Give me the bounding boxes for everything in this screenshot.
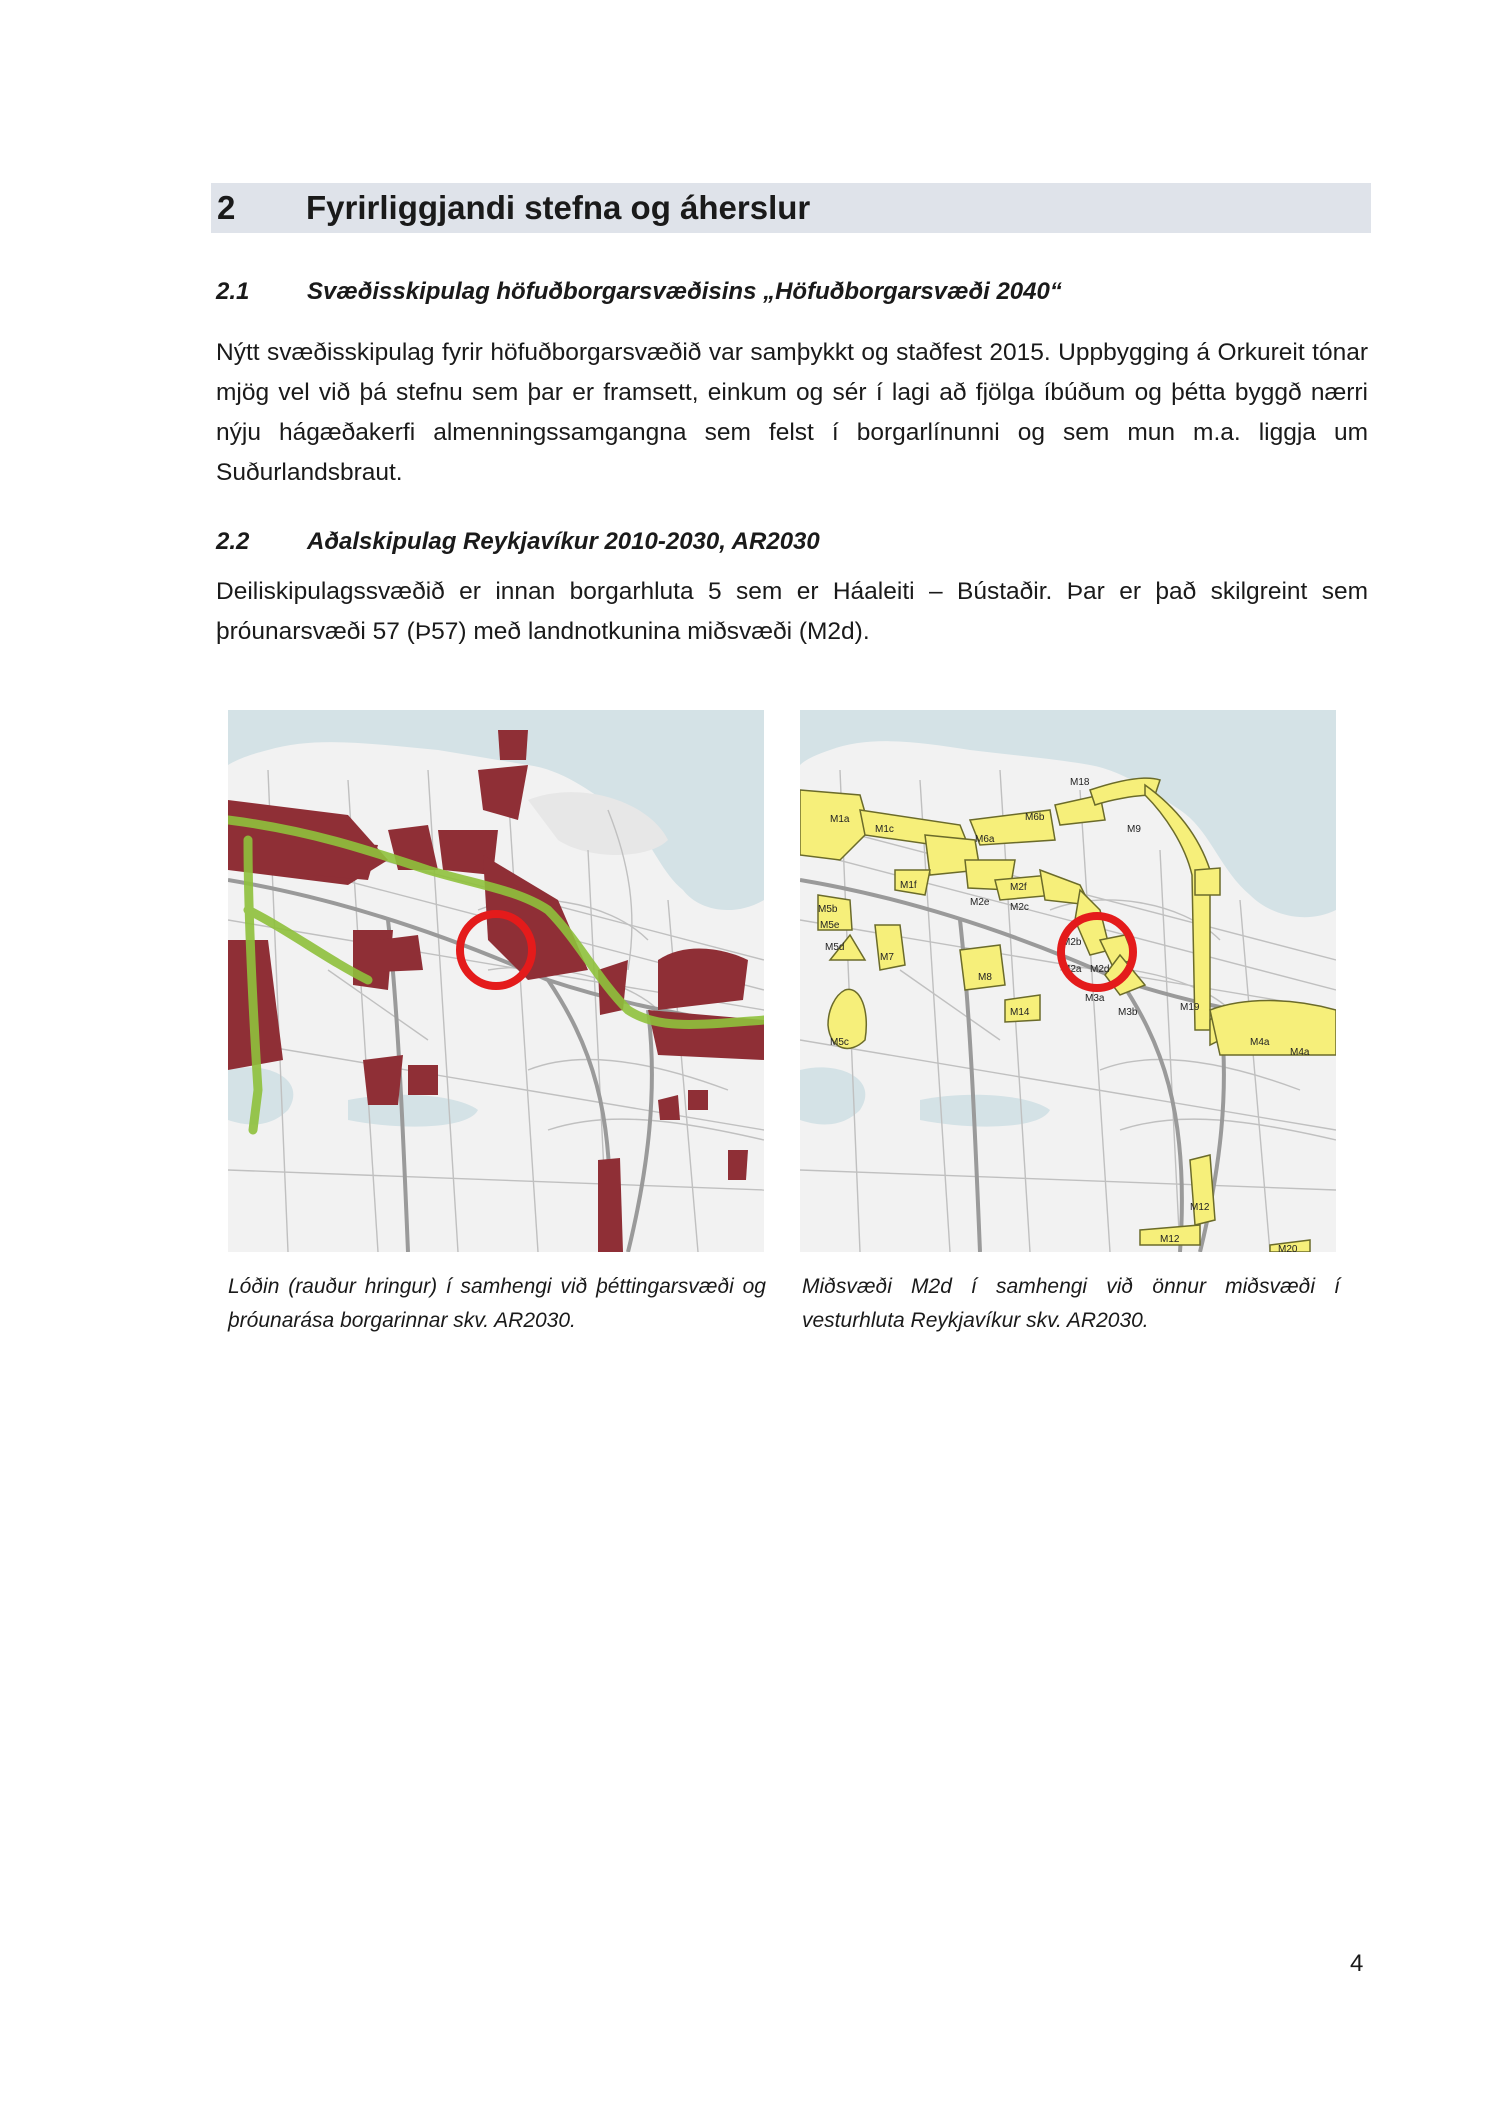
zone-label: M3a bbox=[1085, 993, 1105, 1004]
map-density-areas bbox=[228, 710, 764, 1252]
page-number: 4 bbox=[1350, 1950, 1364, 1977]
zone-label: M8 bbox=[978, 972, 992, 983]
zone-label: M5e bbox=[820, 920, 840, 931]
zone-label: M9 bbox=[1127, 824, 1141, 835]
zone-label: M2c bbox=[1010, 902, 1029, 913]
zone-label: M6a bbox=[975, 834, 995, 845]
zone-label: M2d bbox=[1090, 964, 1110, 975]
zone-label: M2e bbox=[970, 897, 990, 908]
zone-label: M2b bbox=[1062, 937, 1082, 948]
section-body: Deiliskipulagssvæðið er innan borgarhluta 5 sem er Háaleiti – Bústaðir. Þar er það skilgreint sem þróunarsvæði 57 (Þ57) með landnotkunina miðsvæði (M2d). bbox=[216, 578, 1368, 645]
map-center-zones bbox=[800, 710, 1336, 1252]
zone-label: M1f bbox=[900, 880, 917, 891]
zone-label: M14 bbox=[1010, 1007, 1030, 1018]
zone-label: M7 bbox=[880, 952, 894, 963]
zone-label: M3b bbox=[1118, 1007, 1138, 1018]
zone-label: M2f bbox=[1010, 882, 1027, 893]
figure-caption: Lóðin (rauður hringur) í samhengi við þéttingarsvæði og þróunarása borgarinnar skv. AR2030. bbox=[228, 1275, 766, 1332]
section-body: Nýtt svæðisskipulag fyrir höfuðborgarsvæðið var samþykkt og staðfest 2015. Uppbygging á Orkureit tónar mjög vel við þá stefnu sem þar er framsett, einkum og sér í lagi að fjölga íbúðum og þétta byggð nærri nýju hágæðakerfi almenningssamgangna sem felst í borgarlínunni og sem mun m.a. liggja um Suðurlandsbraut. bbox=[216, 339, 1368, 486]
section-number: 2.1 bbox=[216, 278, 250, 305]
zone-label: M12 bbox=[1190, 1202, 1210, 1213]
zone-label: M12 bbox=[1160, 1234, 1180, 1245]
zone-label: M5c bbox=[830, 1037, 849, 1048]
zone-label: M4a bbox=[1290, 1047, 1310, 1058]
figure-caption: Miðsvæði M2d í samhengi við önnur miðsvæði í vesturhluta Reykjavíkur skv. AR2030. bbox=[802, 1275, 1340, 1332]
chapter-number: 2 bbox=[217, 189, 236, 226]
zone-label: M19 bbox=[1180, 1002, 1200, 1013]
zone-label: M1a bbox=[830, 814, 850, 825]
zone-label: M20 bbox=[1278, 1244, 1298, 1252]
section-title: Aðalskipulag Reykjavíkur 2010-2030, AR2030 bbox=[307, 528, 820, 555]
zone-label: M5d bbox=[825, 942, 845, 953]
zone-label: M18 bbox=[1070, 777, 1090, 788]
chapter-title: Fyrirliggjandi stefna og áherslur bbox=[306, 189, 811, 226]
section-number: 2.2 bbox=[216, 528, 250, 555]
zone-label: M2a bbox=[1062, 964, 1082, 975]
zone-label: M6b bbox=[1025, 812, 1045, 823]
zone-label: M4a bbox=[1250, 1037, 1270, 1048]
section-title: Svæðisskipulag höfuðborgarsvæðisins „Höfuðborgarsvæði 2040“ bbox=[307, 278, 1062, 305]
zone-label: M5b bbox=[818, 904, 838, 915]
zone-label: M1c bbox=[875, 824, 894, 835]
